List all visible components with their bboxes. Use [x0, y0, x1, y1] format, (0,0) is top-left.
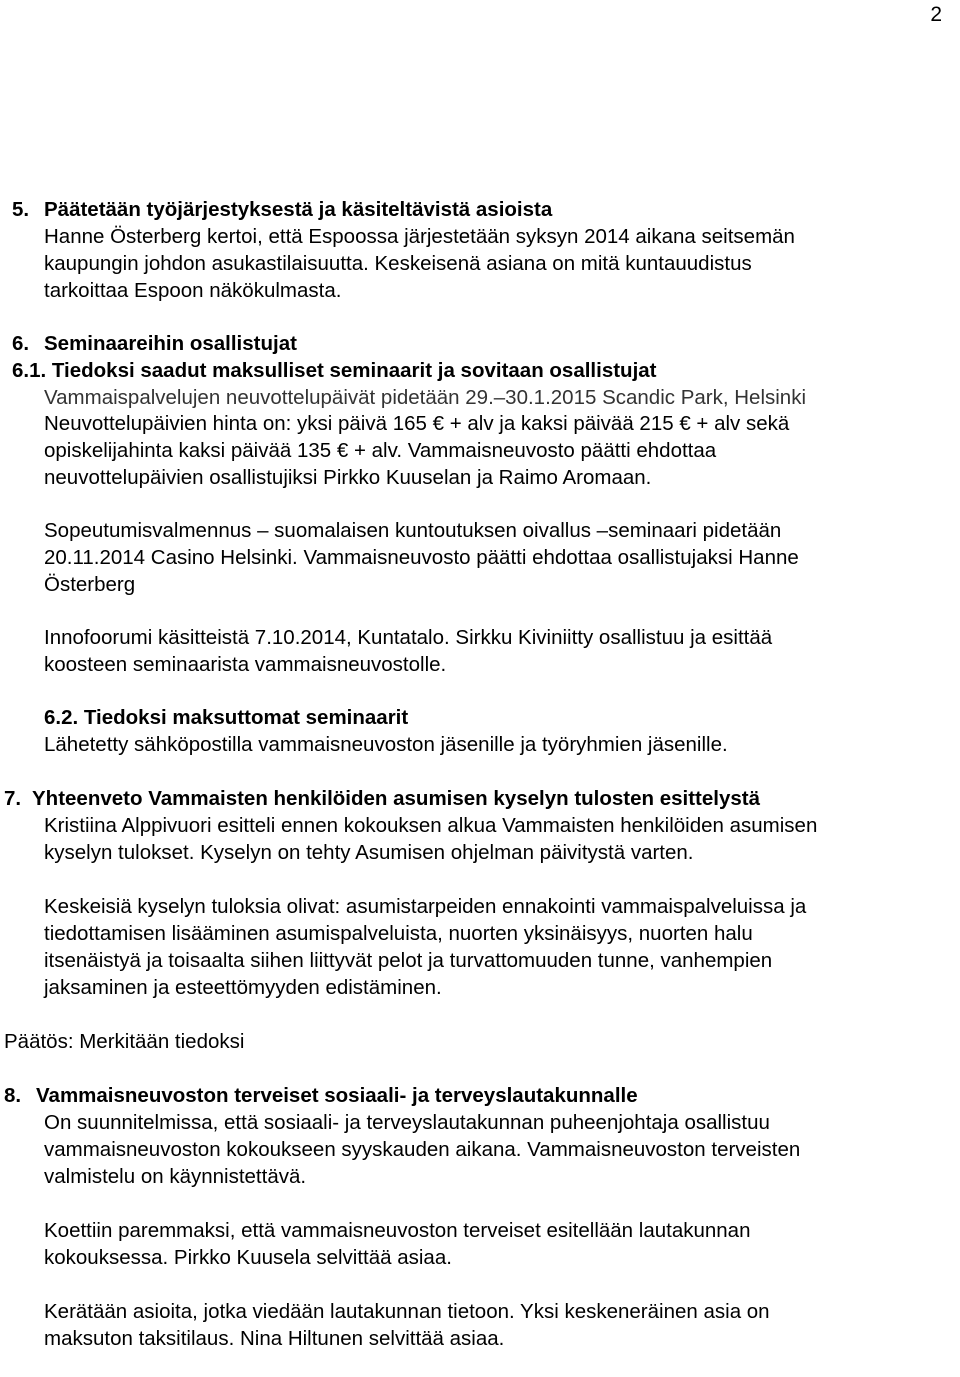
- paragraph-line: Hanne Österberg kertoi, että Espoossa järjestetään syksyn 2014 aikana seitsemän: [44, 225, 795, 248]
- paragraph-line: koosteen seminaarista vammaisneuvostolle.: [44, 653, 447, 676]
- section-number: 7.: [4, 787, 22, 810]
- subsection-heading: 6.1. Tiedoksi saadut maksulliset seminaarit ja sovitaan osallistujat: [12, 359, 657, 382]
- page-number: 2: [930, 3, 942, 26]
- paragraph-line: kokouksessa. Pirkko Kuusela selvittää asiaa.: [44, 1246, 452, 1269]
- paragraph-line: itsenäistyä ja toisaalta siihen liittyvät pelot ja turvattomuuden tunne, vanhempien: [44, 949, 773, 972]
- section-heading: Yhteenveto Vammaisten henkilöiden asumisen kyselyn tulosten esittelystä: [32, 787, 761, 810]
- paragraph-line: Kristiina Alppivuori esitteli ennen kokouksen alkua Vammaisten henkilöiden asumisen: [44, 814, 818, 837]
- paragraph-line: Vammaispalvelujen neuvottelupäivät pidetään 29.–30.1.2015 Scandic Park, Helsinki: [44, 386, 807, 409]
- paragraph-line: Kerätään asioita, jotka viedään lautakunnan tietoon. Yksi keskeneräinen asia on: [44, 1300, 770, 1323]
- section-number: 6.: [12, 332, 30, 355]
- paragraph-line: tiedottamisen lisääminen asumispalveluista, nuorten yksinäisyys, nuorten halu: [44, 922, 753, 945]
- paragraph-line: 20.11.2014 Casino Helsinki. Vammaisneuvosto päätti ehdottaa osallistujaksi Hanne: [44, 546, 799, 569]
- section-heading: Päätetään työjärjestyksestä ja käsiteltävistä asioista: [44, 198, 553, 221]
- paragraph-line: Koettiin paremmaksi, että vammaisneuvoston terveiset esitellään lautakunnan: [44, 1219, 751, 1242]
- section-heading: Vammaisneuvoston terveiset sosiaali- ja terveyslautakunnalle: [36, 1084, 638, 1107]
- paragraph-line: vammaisneuvoston kokoukseen syyskauden aikana. Vammaisneuvoston terveisten: [44, 1138, 801, 1161]
- section-number: 8.: [4, 1084, 22, 1107]
- paragraph-line: Neuvottelupäivien hinta on: yksi päivä 165 € + alv ja kaksi päivää 215 € + alv sekä: [44, 412, 790, 435]
- paragraph-line: kyselyn tulokset. Kyselyn on tehty Asumisen ohjelman päivitystä varten.: [44, 841, 694, 864]
- section-number: 5.: [12, 198, 30, 221]
- paragraph-line: Sopeutumisvalmennus – suomalaisen kuntoutuksen oivallus –seminaari pidetään: [44, 519, 782, 542]
- paragraph-line: valmistelu on käynnistettävä.: [44, 1165, 307, 1188]
- decision-text: Päätös: Merkitään tiedoksi: [4, 1030, 245, 1053]
- paragraph-line: kaupungin johdon asukastilaisuutta. Keskeisenä asiana on mitä kuntauudistus: [44, 252, 752, 275]
- paragraph-line: tarkoittaa Espoon näkökulmasta.: [44, 279, 342, 302]
- paragraph-line: Lähetetty sähköpostilla vammaisneuvoston jäsenille ja työryhmien jäsenille.: [44, 733, 728, 756]
- paragraph-line: opiskelijahinta kaksi päivää 135 € + alv. Vammaisneuvosto päätti ehdottaa: [44, 439, 717, 462]
- paragraph-line: Österberg: [44, 573, 136, 596]
- paragraph-line: Keskeisiä kyselyn tuloksia olivat: asumistarpeiden ennakointi vammaispalveluissa ja: [44, 895, 807, 918]
- subsection-heading: 6.2. Tiedoksi maksuttomat seminaarit: [44, 706, 409, 729]
- section-heading: Seminaareihin osallistujat: [44, 332, 297, 355]
- paragraph-line: Innofoorumi käsitteistä 7.10.2014, Kuntatalo. Sirkku Kiviniitty osallistuu ja esittää: [44, 626, 773, 649]
- paragraph-line: maksuton taksitilaus. Nina Hiltunen selvittää asiaa.: [44, 1327, 505, 1350]
- paragraph-line: On suunnitelmissa, että sosiaali- ja terveyslautakunnan puheenjohtaja osallistuu: [44, 1111, 770, 1134]
- paragraph-line: neuvottelupäivien osallistujiksi Pirkko Kuuselan ja Raimo Aromaan.: [44, 466, 652, 489]
- paragraph-line: jaksaminen ja esteettömyyden edistäminen.: [44, 976, 442, 999]
